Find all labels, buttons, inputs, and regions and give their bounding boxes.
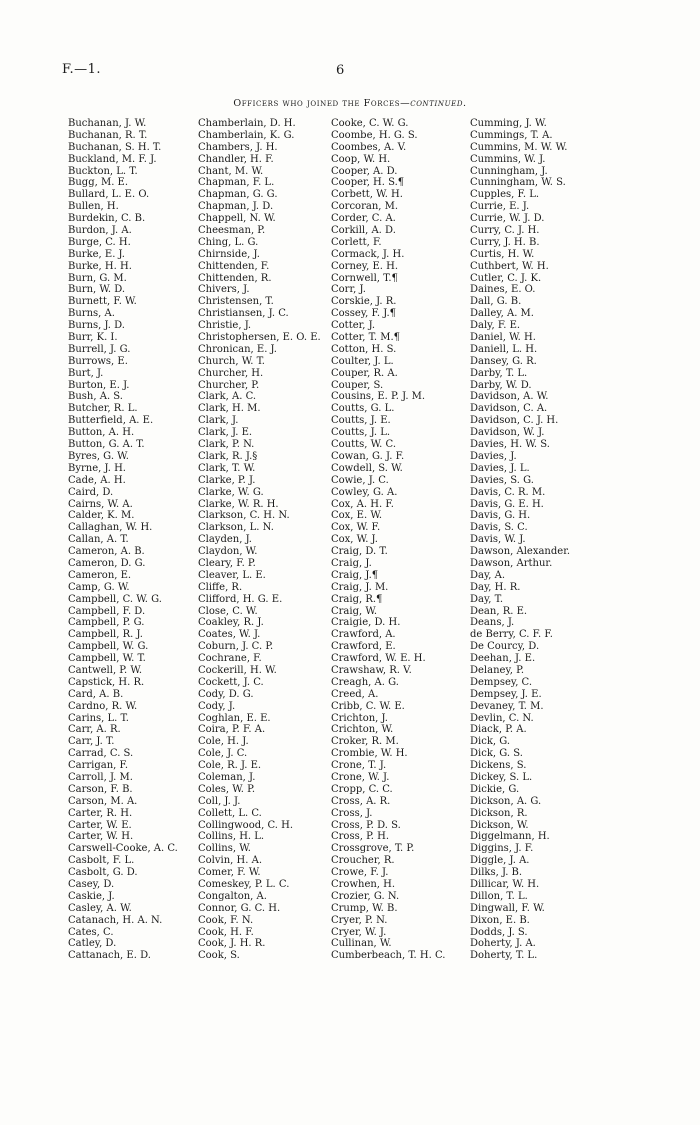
officer-name: Clarke, W. G. [198, 486, 264, 498]
officer-name: Corr, J. [331, 284, 366, 296]
officer-name: Daines, E. O. [470, 284, 536, 296]
officer-name: Clayden, J. [198, 534, 252, 546]
officer-name: Diack, P. A. [470, 724, 527, 736]
officer-name: Cross, P. H. [331, 831, 390, 843]
officer-name: Cowdell, S. W. [331, 462, 403, 474]
officer-name: Cousins, E. P. J. M. [331, 391, 426, 403]
officer-name: Davis, S. C. [470, 522, 528, 534]
officer-name: Calder, K. M. [68, 510, 135, 522]
officer-name: Cattanach, E. D. [68, 950, 151, 962]
officer-name: Cowan, G. J. F. [331, 450, 405, 462]
officer-name: Chappell, N. W. [198, 213, 276, 225]
officer-name: Carswell-Cooke, A. C. [68, 843, 178, 855]
officer-name: Corbett, W. H. [331, 189, 403, 201]
officer-name: Cook, S. [198, 950, 240, 962]
officer-name: Cox, W. J. [331, 534, 378, 546]
officer-name: Cryer, W. J. [331, 926, 387, 938]
officer-name: Coutts, J. L. [331, 427, 391, 439]
officer-name: Daniell, L. H. [470, 343, 538, 355]
officer-name: Dempsey, J. E. [470, 688, 542, 700]
officer-name: Delaney, P. [470, 664, 525, 676]
officer-name: Burr, K. I. [68, 332, 118, 344]
officer-name: Byres, G. W. [68, 450, 129, 462]
officer-name: Dickens, S. [470, 760, 527, 772]
officer-name: Clarkson, C. H. N. [198, 510, 290, 522]
officer-name: Burnett, F. W. [68, 296, 137, 308]
officer-name: Curry, J. H. B. [470, 236, 540, 248]
officer-name: Cowie, J. C. [331, 474, 389, 486]
officer-name: Crawford, E. [331, 641, 396, 653]
officer-name: Clark, P. N. [198, 439, 255, 451]
officer-name: Dansey, G. R. [470, 355, 537, 367]
name-column-3 [331, 118, 445, 962]
officer-name: Bugg, M. E. [68, 177, 129, 189]
officer-name: Dickson, A. G. [470, 795, 542, 807]
officer-name: Cox, E. W. [331, 510, 383, 522]
officer-name: Currie, W. J. D. [470, 213, 545, 225]
officer-name: Christophersen, E. O. E. [198, 332, 321, 344]
officer-name: Daniel, W. H. [470, 332, 536, 344]
officer-name: Corskie, J. R. [331, 296, 397, 308]
officer-name: Coombes, A. V. [331, 141, 407, 153]
officer-name: Curtis, H. W. [470, 248, 535, 260]
officer-name: Campbell, P. G. [68, 617, 145, 629]
officer-name: Couper, S. [331, 379, 384, 391]
officer-name: Coombe, H. G. S. [331, 129, 418, 141]
officer-name: Day, H. R. [470, 581, 521, 593]
officer-name: Carter, W. E. [68, 819, 132, 831]
officer-name: Davis, C. R. M. [470, 486, 546, 498]
officer-name: Caskie, J. [68, 890, 115, 902]
officer-name: Clifford, H. G. E. [198, 593, 283, 605]
officer-name: Cole, R. J. E. [198, 760, 262, 772]
officer-name: Chant, M. W. [198, 165, 264, 177]
officer-name: Clarke, P. J. [198, 474, 256, 486]
officer-name: Corder, C. A. [331, 213, 396, 225]
name-column-1 [68, 118, 178, 962]
officer-name: Buckton, L. T. [68, 165, 138, 177]
officer-name: Davies, J. [470, 450, 517, 462]
officer-name: Carrad, C. S. [68, 748, 134, 760]
officer-name: Bullen, H. [68, 201, 119, 213]
officer-name: Dickson, W. [470, 819, 529, 831]
officer-name: Christensen, T. [198, 296, 274, 308]
officer-name: Cullinan, W. [331, 938, 392, 950]
officer-name: Dickson, R. [470, 807, 528, 819]
officer-name: Bush, A. S. [68, 391, 123, 403]
officer-name: Cryer, P. N. [331, 914, 388, 926]
officer-name: Buchanan, J. W. [68, 118, 147, 129]
officer-name: Cantwell, P. W. [68, 664, 143, 676]
officer-name: Dall, G. B. [470, 296, 522, 308]
officer-name: Cody, D. G. [198, 688, 254, 700]
officer-name: Buchanan, S. H. T. [68, 141, 162, 153]
officer-name: Burn, W. D. [68, 284, 126, 296]
officer-name: Crone, W. J. [331, 771, 390, 783]
officer-name: Christiansen, J. C. [198, 308, 289, 320]
officer-name: Cockett, J. C. [198, 676, 264, 688]
officer-name: Dillicar, W. H. [470, 879, 540, 890]
officer-name: Cunningham, W. S. [470, 177, 566, 189]
officer-name: Creagh, A. G. [331, 676, 399, 688]
officer-name: Cook, H. F. [198, 926, 254, 938]
officer-name: Camp, G. W. [68, 581, 130, 593]
officer-name: Craig, J. M. [331, 581, 389, 593]
officer-name: Curry, C. J. H. [470, 225, 540, 237]
officer-name: Cleary, F. P. [198, 557, 256, 569]
officer-name: Burns, J. D. [68, 320, 125, 332]
officer-name: Chamberlain, K. G. [198, 129, 295, 141]
officer-name: Burton, E. J. [68, 379, 130, 391]
officer-name: Burdon, J. A. [68, 225, 132, 237]
officer-name: Clark, J. [198, 415, 239, 427]
officer-name: Burt, J. [68, 367, 104, 379]
officer-name: Church, W. T. [198, 355, 265, 367]
officer-name: Connor, G. C. H. [198, 902, 281, 914]
officer-name: Couper, R. A. [331, 367, 398, 379]
officer-name: Cribb, C. W. E. [331, 700, 405, 712]
officer-name: Carter, R. H. [68, 807, 133, 819]
officer-name: Dick, G. [470, 736, 511, 748]
officer-name: Craig, J. [331, 557, 372, 569]
officer-name: Coulter, J. L. [331, 355, 394, 367]
officer-name: Corcoran, M. [331, 201, 399, 213]
officer-name: Cook, F. N. [198, 914, 254, 926]
officer-name: Clark, T. W. [198, 462, 256, 474]
officer-name: Carson, F. B. [68, 783, 133, 795]
officer-name: Cross, A. R. [331, 795, 391, 807]
officer-name: Campbell, R. J. [68, 629, 143, 641]
officer-name: Cole, J. C. [198, 748, 248, 760]
officer-name: Cunningham, J. [470, 165, 548, 177]
officer-name: Dixon, E. B. [470, 914, 530, 926]
officer-name: Cockerill, H. W. [198, 664, 277, 676]
officer-name: Coutts, J. E. [331, 415, 391, 427]
officer-name: Catanach, H. A. N. [68, 914, 163, 926]
officer-name: Davis, G. E. H. [470, 498, 544, 510]
officer-name: Dawson, Arthur. [470, 557, 553, 569]
officer-name: Cochrane, F. [198, 653, 262, 665]
officer-name: Davidson, C. J. H. [470, 415, 559, 427]
officer-name: Diggins, J. F. [470, 843, 534, 855]
officer-name: Cooke, C. W. G. [331, 118, 409, 129]
officer-name: Dean, R. E. [470, 605, 528, 617]
officer-name: Cardno, R. W. [68, 700, 138, 712]
officer-name: Collins, H. L. [198, 831, 265, 843]
officer-name: Corney, E. H. [331, 260, 399, 272]
officer-name: Caird, D. [68, 486, 114, 498]
officer-name: Davis, G. H. [470, 510, 531, 522]
officer-name: Cornwell, T.¶ [331, 272, 398, 284]
officer-name: Coutts, G. L. [331, 403, 395, 415]
officer-name: Craig, J.¶ [331, 569, 379, 581]
officer-name: Cameron, D. G. [68, 557, 146, 569]
officer-name: Crowe, F. J. [331, 867, 389, 879]
officer-name: Burrell, J. G. [68, 343, 131, 355]
officer-name: Cheesman, P. [198, 225, 266, 237]
officer-name: Creed, A. [331, 688, 379, 700]
officer-name: Christie, J. [198, 320, 252, 332]
officer-name: Dempsey, C. [470, 676, 533, 688]
officer-name: Cumming, J. W. [470, 118, 547, 129]
officer-name: Craigie, D. H. [331, 617, 401, 629]
officer-name: Burke, E. J. [68, 248, 125, 260]
officer-name: Coles, W. P. [198, 783, 256, 795]
officer-name: Comeskey, P. L. C. [198, 879, 290, 890]
officer-name: Coburn, J. C. P. [198, 641, 274, 653]
officer-name: Doherty, T. L. [470, 950, 538, 962]
officer-name: Cade, A. H. [68, 474, 126, 486]
officer-name: Casley, A. W. [68, 902, 132, 914]
officer-name: Crawford, A. [331, 629, 396, 641]
officer-name: Cuthbert, W. H. [470, 260, 549, 272]
officer-name: Butcher, R. L. [68, 403, 138, 415]
officer-name: Cliffe, R. [198, 581, 243, 593]
officer-name: Dickie, G. [470, 783, 520, 795]
officer-name: Burge, C. H. [68, 236, 131, 248]
officer-name: Dillon, T. L. [470, 890, 528, 902]
officer-name: Cummins, M. W. W. [470, 141, 568, 153]
officer-name: Chandler, H. F. [198, 153, 274, 165]
officer-name: Davies, S. G. [470, 474, 534, 486]
officer-name: Claydon, W. [198, 546, 258, 558]
officer-name: Casbolt, G. D. [68, 867, 138, 879]
officer-name: Catley, D. [68, 938, 117, 950]
officer-name: Crawford, W. E. H. [331, 653, 426, 665]
officer-name: Campbell, C. W. G. [68, 593, 162, 605]
officer-name: Cummings, T. A. [470, 129, 553, 141]
officer-name: Callan, A. T. [68, 534, 129, 546]
officer-name: Chittenden, F. [198, 260, 270, 272]
officer-name: Coira, P. F. A. [198, 724, 266, 736]
heading-main: Officers who joined the Forces [233, 98, 401, 109]
officer-name: Collingwood, C. H. [198, 819, 294, 831]
officer-name: Day, T. [470, 593, 504, 605]
officer-name: Cooper, A. D. [331, 165, 398, 177]
officer-name: Cleaver, L. E. [198, 569, 266, 581]
officer-name: Corkill, A. D. [331, 225, 396, 237]
officer-name: Campbell, W. G. [68, 641, 149, 653]
officer-name: Devlin, C. N. [470, 712, 534, 724]
officer-name: Crawshaw, R. V. [331, 664, 412, 676]
officer-name: Devaney, T. M. [470, 700, 544, 712]
officer-name: Dilks, J. B. [470, 867, 523, 879]
officer-name: Coop, W. H. [331, 153, 391, 165]
officer-name: Dalley, A. M. [470, 308, 534, 320]
officer-name: Clarkson, L. N. [198, 522, 274, 534]
officer-name: Davidson, C. A. [470, 403, 548, 415]
officer-name: Clark, J. E. [198, 427, 253, 439]
page-number: 6 [336, 63, 345, 78]
officer-name: Comer, F. W. [198, 867, 261, 879]
officer-name: Cossey, F. J.¶ [331, 308, 397, 320]
officer-name: Coll, J. J. [198, 795, 241, 807]
officer-name: Diggelmann, H. [470, 831, 550, 843]
officer-name: Crichton, W. [331, 724, 394, 736]
officer-name: Cates, C. [68, 926, 114, 938]
officer-name: Carroll, J. M. [68, 771, 133, 783]
name-column-2 [198, 118, 321, 962]
officer-name: Davies, H. W. S. [470, 439, 550, 451]
section-heading [0, 98, 700, 109]
officer-name: Burke, H. H. [68, 260, 132, 272]
officer-name: Darby, W. D. [470, 379, 532, 391]
officer-name: Cross, J. [331, 807, 373, 819]
officer-name: Capstick, H. R. [68, 676, 145, 688]
officer-name: Clark, H. M. [198, 403, 261, 415]
officer-name: Crossgrove, T. P. [331, 843, 415, 855]
officer-name: Doherty, J. A. [470, 938, 536, 950]
officer-name: Chamberlain, D. H. [198, 118, 296, 129]
officer-name: Dingwall, F. W. [470, 902, 545, 914]
officer-name: Corlett, F. [331, 236, 382, 248]
officer-name: Coutts, W. C. [331, 439, 396, 451]
officer-name: Churcher, P. [198, 379, 260, 391]
officer-name: Buckland, M. F. J. [68, 153, 157, 165]
officer-name: Ching, L. G. [198, 236, 259, 248]
officer-name: Craig, R.¶ [331, 593, 383, 605]
officer-name: Congalton, A. [198, 890, 267, 902]
officer-name: Davis, W. J. [470, 534, 526, 546]
officer-name: Cutler, C. J. K. [470, 272, 542, 284]
officer-name: Carr, A. R. [68, 724, 121, 736]
officer-name: Coakley, R. J. [198, 617, 264, 629]
officer-name: Carson, M. A. [68, 795, 138, 807]
officer-name: Chapman, G. G. [198, 189, 278, 201]
officer-name: Crone, T. J. [331, 760, 387, 772]
officer-name: Burns, A. [68, 308, 115, 320]
page-reference: F.—1. [62, 62, 102, 77]
officer-name: Daly, F. E. [470, 320, 521, 332]
officer-name: Cotter, J. [331, 320, 376, 332]
officer-name: Carter, W. H. [68, 831, 134, 843]
officer-name: Dick, G. S. [470, 748, 523, 760]
officer-name: Burrows, E. [68, 355, 128, 367]
officer-name: Day, A. [470, 569, 506, 581]
officer-name: Coghlan, E. E. [198, 712, 271, 724]
officer-name: Button, G. A. T. [68, 439, 145, 451]
officer-name: Chapman, J. D. [198, 201, 274, 213]
officer-name: Chambers, J. H. [198, 141, 278, 153]
officer-name: Cropp, C. C. [331, 783, 393, 795]
officer-name: Carins, L. T. [68, 712, 129, 724]
officer-name: Byrne, J. H. [68, 462, 126, 474]
officer-name: Casbolt, F. L. [68, 855, 135, 867]
name-column-4 [470, 118, 570, 962]
officer-name: Cormack, J. H. [331, 248, 405, 260]
officer-name: Dawson, Alexander. [470, 546, 571, 558]
officer-name: Colvin, H. A. [198, 855, 262, 867]
officer-name: Craig, D. T. [331, 546, 388, 558]
officer-name: Burdekin, C. B. [68, 213, 146, 225]
officer-name: Cotton, H. S. [331, 343, 397, 355]
officer-name: Clark, R. J.§ [198, 450, 258, 462]
officer-name: Crowhen, H. [331, 879, 396, 890]
officer-name: Campbell, F. D. [68, 605, 146, 617]
officer-name: Davidson, W. J. [470, 427, 545, 439]
officer-name: Close, C. W. [198, 605, 258, 617]
officer-name: Crichton, J. [331, 712, 388, 724]
officer-name: Coates, W. J. [198, 629, 261, 641]
officer-name: Deehan, J. E. [470, 653, 536, 665]
officer-name: Cairns, W. A. [68, 498, 133, 510]
officer-name: Crump, W. B. [331, 902, 398, 914]
officer-name: Cumberbeach, T. H. C. [331, 950, 446, 962]
officer-name: Croucher, R. [331, 855, 395, 867]
officer-name: Davies, J. L. [470, 462, 530, 474]
officer-name: Cook, J. H. R. [198, 938, 266, 950]
officer-name: Bullard, L. E. O. [68, 189, 150, 201]
officer-name: Clarke, W. R. H. [198, 498, 279, 510]
officer-name: Dodds, J. S. [470, 926, 528, 938]
officer-name: Card, A. B. [68, 688, 124, 700]
officer-name: Crozier, G. N. [331, 890, 400, 902]
officer-name: Burn, G. M. [68, 272, 127, 284]
officer-name: Cummins, W. J. [470, 153, 546, 165]
officer-name: De Courcy, D. [470, 641, 540, 653]
officer-name: Deans, J. [470, 617, 515, 629]
officer-name: Cupples, F. L. [470, 189, 540, 201]
officer-name: Cole, H. J. [198, 736, 249, 748]
officer-name: Campbell, W. T. [68, 653, 146, 665]
officer-name: Cox, A. H. F. [331, 498, 394, 510]
officer-name: Croker, R. M. [331, 736, 399, 748]
heading-continued: —continued. [400, 98, 467, 109]
officer-name: Chapman, F. L. [198, 177, 275, 189]
officer-name: Callaghan, W. H. [68, 522, 153, 534]
officer-name: Cooper, H. S.¶ [331, 177, 405, 189]
officer-name: Dickey, S. L. [470, 771, 533, 783]
officer-name: Currie, E. J. [470, 201, 530, 213]
officer-name: Churcher, H. [198, 367, 264, 379]
officer-name: Collett, L. C. [198, 807, 262, 819]
officer-name: Cowley, G. A. [331, 486, 398, 498]
officer-name: Chronican, E. J. [198, 343, 277, 355]
officer-name: Cameron, A. B. [68, 546, 145, 558]
officer-name: Coleman, J. [198, 771, 256, 783]
officer-name: Carrigan, F. [68, 760, 129, 772]
officer-name: Butterfield, A. E. [68, 415, 154, 427]
officer-name: Clark, A. C. [198, 391, 257, 403]
officer-name: Chivers, J. [198, 284, 250, 296]
officer-name: Button, A. H. [68, 427, 135, 439]
officer-name: Diggle, J. A. [470, 855, 530, 867]
officer-name: Cox, W. F. [331, 522, 381, 534]
officer-name: Carr, J. T. [68, 736, 115, 748]
officer-name: Cody, J. [198, 700, 236, 712]
officer-name: Davidson, A. W. [470, 391, 549, 403]
officer-name: Casey, D. [68, 879, 115, 890]
officer-name: Crombie, W. H. [331, 748, 408, 760]
officer-name: Chittenden, R. [198, 272, 272, 284]
officer-name: Darby, T. L. [470, 367, 528, 379]
officer-name: Chirnside, J. [198, 248, 260, 260]
officer-name: Craig, W. [331, 605, 378, 617]
officer-name: Cotter, T. M.¶ [331, 332, 401, 344]
officer-name: Collins, W. [198, 843, 251, 855]
officer-name: Cross, P. D. S. [331, 819, 401, 831]
officer-name: de Berry, C. F. F. [470, 629, 553, 641]
officer-name: Cameron, E. [68, 569, 132, 581]
officer-name: Buchanan, R. T. [68, 129, 148, 141]
